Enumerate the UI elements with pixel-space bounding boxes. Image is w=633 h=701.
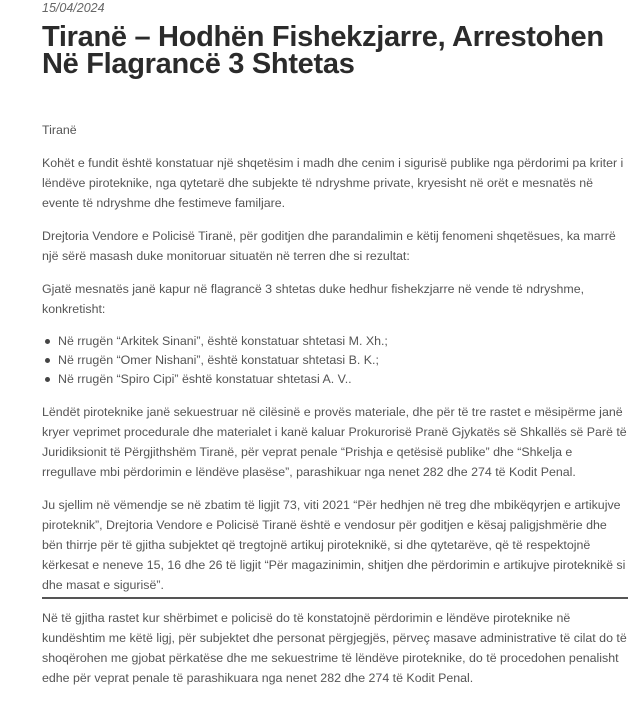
paragraph-2: Drejtoria Vendore e Policisë Tiranë, për goditjen dhe parandalimin e këtij fenomeni shqetësues, ka marrë një sërë masash duke monitoruar situatën në terren dhe si rezultat:: [42, 229, 616, 263]
paragraph-1: Kohët e fundit është konstatuar një shqetësim i madh dhe cenim i sigurisë publike nga përdorimi pa kriter i lëndëve piroteknike, nga qytetarë dhe subjekte të ndryshme private, kryesisht në orët e mesnatës në evente të ndryshme dhe festimeve familjare.: [42, 156, 624, 210]
list-item: [58, 351, 630, 370]
list-item-text: Në rrugën “Spiro Cipi” është konstatuar shtetasi A. V..: [58, 372, 352, 386]
bullet-icon: [45, 358, 50, 363]
list-item-text: Në rrugën “Arkitek Sinani”, është konstatuar shtetasi M. Xh.;: [58, 334, 388, 348]
article-body: [42, 120, 630, 701]
paragraph-3: Gjatë mesnatës janë kapur në flagrancë 3 shtetas duke hedhur fishekzjarre në vende të ndryshme, konkretisht:: [42, 282, 585, 316]
paragraph-5: Ju sjellim në vëmendje se në zbatim të ligjit 73, viti 2021 “Për hedhjen në treg dhe mbikëqyrjen e artikujve piroteknik”, Drejtoria Vendore e Policisë Tiranë është e vendosur për goditjen e kësaj paligjshmërie dhe bën thirrje për të gjitha subjektet që tregtojnë artikuj piroteknikë, si dhe qytetarëve, që të respektojnë kërkesat e neneve 15, 16 dhe 26 të ligjit “Për magazinimin, shitjen dhe përdorimin e artikujve piroteknikë si dhe masat e sigurisë”.: [42, 498, 626, 592]
list-item: [58, 370, 630, 389]
paragraph-6: Në të gjitha rastet kur shërbimet e policisë do të konstatojnë përdorimin e lëndëve piroteknike në kundështim me këtë ligj, për subjektet dhe personat përgjegjës, përveç masave administrative të cilat do të shoqërohen me gjobat përkatëse dhe me sekuestrime të lëndëve piroteknike, do të procedohen penalisht edhe për veprat penale të parashikuara nga nenet 282 dhe 274 të Kodit Penal.: [42, 611, 627, 685]
article-title-line-2: Në Flagrancë 3 Shtetas: [42, 48, 355, 80]
list-item-text: Në rrugën “Omer Nishani”, është konstatuar shtetasi B. K.;: [58, 353, 379, 367]
list-item: [58, 332, 630, 351]
bullet-icon: [45, 377, 50, 382]
article-title: [42, 21, 628, 80]
publish-date: 15/04/2024: [42, 1, 105, 15]
bottom-divider: [42, 597, 628, 599]
arrest-list: [42, 332, 630, 389]
bullet-icon: [45, 339, 50, 344]
article-title-line-1: Tiranë – Hodhën Fishekzjarre, Arrestohen: [42, 21, 604, 53]
paragraph-4: Lëndët piroteknike janë sekuestruar në cilësinë e provës materiale, dhe për të tre rastet e mësipërme janë kryer veprimet procedurale dhe materialet i kanë kaluar Prokurorisë Pranë Gjykatës së Shkallës së Parë të Juridiksionit të Përgjithshëm Tiranë, për veprat penale “Prishja e qetësisë publike” dhe “Shkelja e rregullave mbi përdorimin e lëndëve plasëse”, parashikuar nga nenet 282 dhe 274 të Kodit Penal.: [42, 405, 627, 479]
location-line: Tiranë: [42, 123, 77, 137]
